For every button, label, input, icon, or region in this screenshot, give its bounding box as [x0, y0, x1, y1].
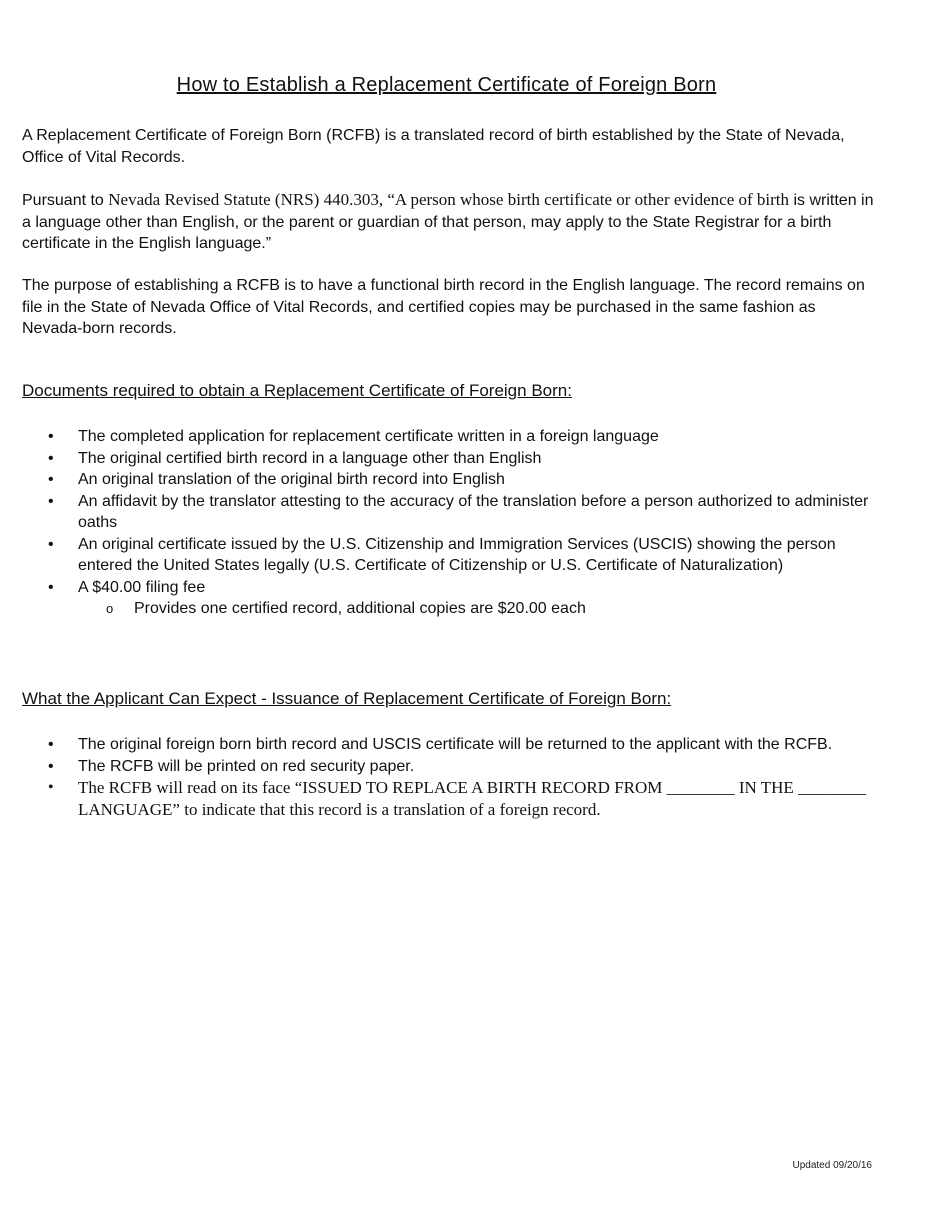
list-item-text: An affidavit by the translator attesting to the accuracy of the translation before a person authorized to administer oaths	[78, 492, 869, 531]
updated-date: Updated 09/20/16	[792, 1160, 872, 1171]
bullet-icon: •	[48, 428, 54, 445]
sub-list-item-text: Provides one certified record, additional copies are $20.00 each	[134, 600, 586, 617]
list-item-text: The original foreign born birth record and USCIS certificate will be returned to the applicant with the RCFB.	[78, 736, 833, 753]
page-title: How to Establish a Replacement Certificate of Foreign Born	[176, 74, 717, 96]
list-item	[22, 426, 877, 448]
statute-rest: is written in a language other than English, or the parent or guardian of that person, may apply to the State Registrar for a birth certificate in the English language.”	[22, 192, 874, 252]
list-item-text: A $40.00 filing fee	[78, 578, 206, 596]
bullet-icon: •	[48, 578, 54, 596]
list-item	[22, 734, 877, 756]
statute-paragraph	[22, 189, 877, 255]
list-item	[22, 756, 877, 778]
list-item-text: The original certified birth record in a language other than English	[78, 449, 542, 467]
statute-citation: Nevada Revised Statute (NRS) 440.303, “A person whose birth certificate or other evidence of birth	[108, 190, 790, 209]
bullet-icon: •	[48, 471, 54, 488]
intro-paragraph: A Replacement Certificate of Foreign Born (RCFB) is a translated record of birth established by the State of Nevada, Office of Vital Records.	[22, 127, 845, 166]
bullet-icon: •	[48, 449, 54, 467]
statute-lead: Pursuant to	[22, 192, 109, 209]
list-item-text: The completed application for replacement certificate written in a foreign language	[78, 428, 659, 445]
purpose-paragraph: The purpose of establishing a RCFB is to have a functional birth record in the English language. The record remains on file in the State of Nevada Office of Vital Records, and certified copies may be purchased in the same fashion as Nevada-born records.	[22, 277, 865, 337]
bullet-icon: •	[48, 736, 54, 753]
list-item	[22, 534, 877, 577]
list-item	[22, 448, 877, 470]
documents-list	[22, 426, 877, 620]
expect-heading: What the Applicant Can Expect - Issuance of Replacement Certificate of Foreign Born:	[22, 689, 672, 708]
list-item-text: An original translation of the original birth record into English	[78, 471, 505, 488]
list-item	[22, 469, 877, 491]
bullet-icon: •	[48, 779, 54, 796]
fee-sublist	[78, 598, 877, 620]
expect-list	[22, 734, 877, 820]
documents-heading: Documents required to obtain a Replacement Certificate of Foreign Born:	[22, 381, 572, 400]
list-item	[22, 577, 877, 620]
list-item-text: The RCFB will read on its face “ISSUED TO REPLACE A BIRTH RECORD FROM ________ IN THE ________ LANGUAGE” to indicate that this record is a translation of a foreign record.	[78, 778, 867, 819]
bullet-icon: •	[48, 492, 54, 510]
list-item-text: An original certificate issued by the U.S. Citizenship and Immigration Services (USCIS) showing the person entered the United States legally (U.S. Certificate of Citizenship or U.S. Certificate of Naturalization)	[78, 535, 836, 574]
list-item	[22, 491, 877, 534]
circle-bullet-icon: o	[106, 601, 114, 616]
bullet-icon: •	[48, 535, 54, 553]
sub-list-item	[78, 598, 877, 620]
list-item-text: The RCFB will be printed on red security paper.	[78, 757, 415, 775]
bullet-icon: •	[48, 757, 54, 775]
list-item	[22, 777, 877, 820]
